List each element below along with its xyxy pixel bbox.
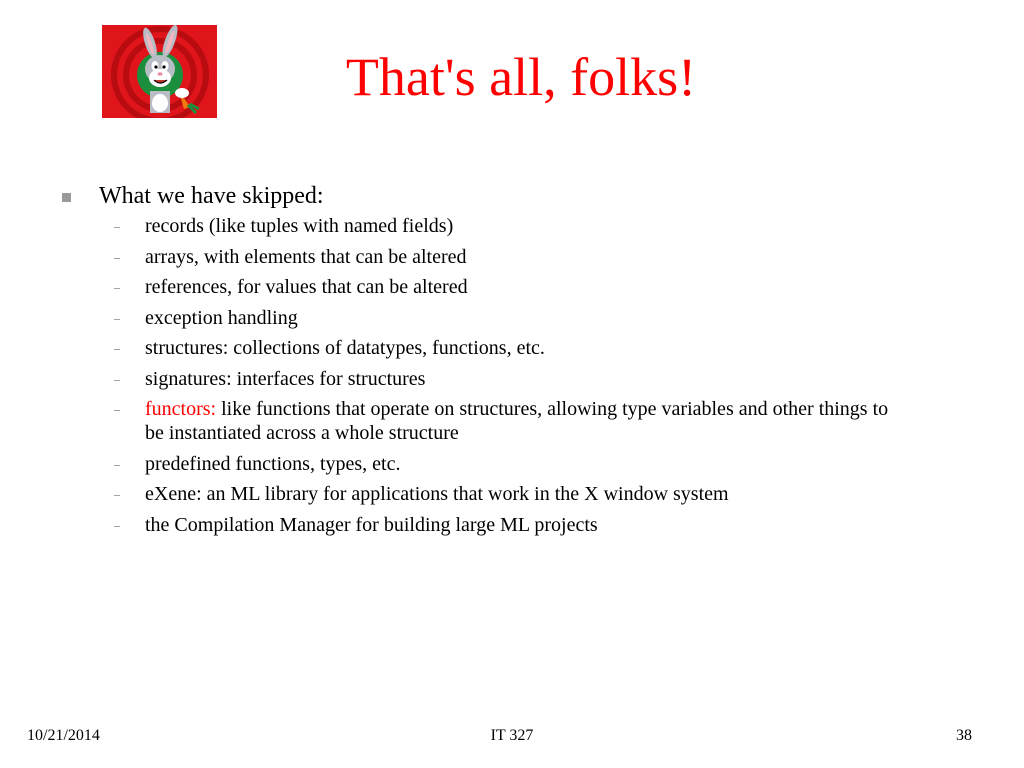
list-item xyxy=(112,306,912,330)
list-item xyxy=(112,367,912,391)
list-item xyxy=(112,482,912,506)
slide-title: That's all, folks! xyxy=(345,47,697,107)
footer-page-number: 38 xyxy=(956,727,972,744)
list-item-text: the Compilation Manager for building large ML projects xyxy=(145,513,598,536)
list-item xyxy=(112,513,912,537)
list-item-text: structures: collections of datatypes, functions, etc. xyxy=(145,337,545,359)
list-item-text: predefined functions, types, etc. xyxy=(145,452,401,475)
main-bullet xyxy=(62,180,324,212)
footer-course: IT 327 xyxy=(490,727,534,744)
dash-bullet-icon: – xyxy=(114,402,120,416)
dash-bullet-icon: – xyxy=(114,280,120,294)
list-item xyxy=(112,452,912,476)
list-item-text: eXene: an ML library for applications that work in the X window system xyxy=(145,483,729,505)
functors-highlight: functors: xyxy=(145,398,217,420)
square-bullet-icon xyxy=(62,193,71,202)
list-item xyxy=(112,214,912,238)
list-item-text: arrays, with elements that can be altered xyxy=(145,245,467,268)
list-item-text: exception handling xyxy=(145,306,298,329)
sub-bullet-list xyxy=(112,214,912,543)
list-item xyxy=(112,397,912,445)
dash-bullet-icon: – xyxy=(114,371,120,386)
dash-bullet-icon: – xyxy=(114,517,120,532)
list-item xyxy=(112,336,912,360)
list-item-text: functors: like functions that operate on structures, allowing type variables and other things to be instantiated across a whole structure xyxy=(145,398,889,444)
list-item-text: references, for values that can be altered xyxy=(145,276,468,298)
list-item xyxy=(112,275,912,299)
dash-bullet-icon: – xyxy=(114,456,120,471)
list-item-text: signatures: interfaces for structures xyxy=(145,367,426,390)
dash-bullet-icon: – xyxy=(114,310,120,325)
dash-bullet-icon: – xyxy=(114,341,120,355)
dash-bullet-icon: – xyxy=(114,487,120,501)
dash-bullet-icon: – xyxy=(114,219,120,233)
main-bullet-text: What we have skipped: xyxy=(99,183,324,209)
list-item xyxy=(112,245,912,269)
footer-date: 10/21/2014 xyxy=(27,727,100,744)
list-item-text: records (like tuples with named fields) xyxy=(145,215,454,237)
dash-bullet-icon: – xyxy=(114,249,120,264)
